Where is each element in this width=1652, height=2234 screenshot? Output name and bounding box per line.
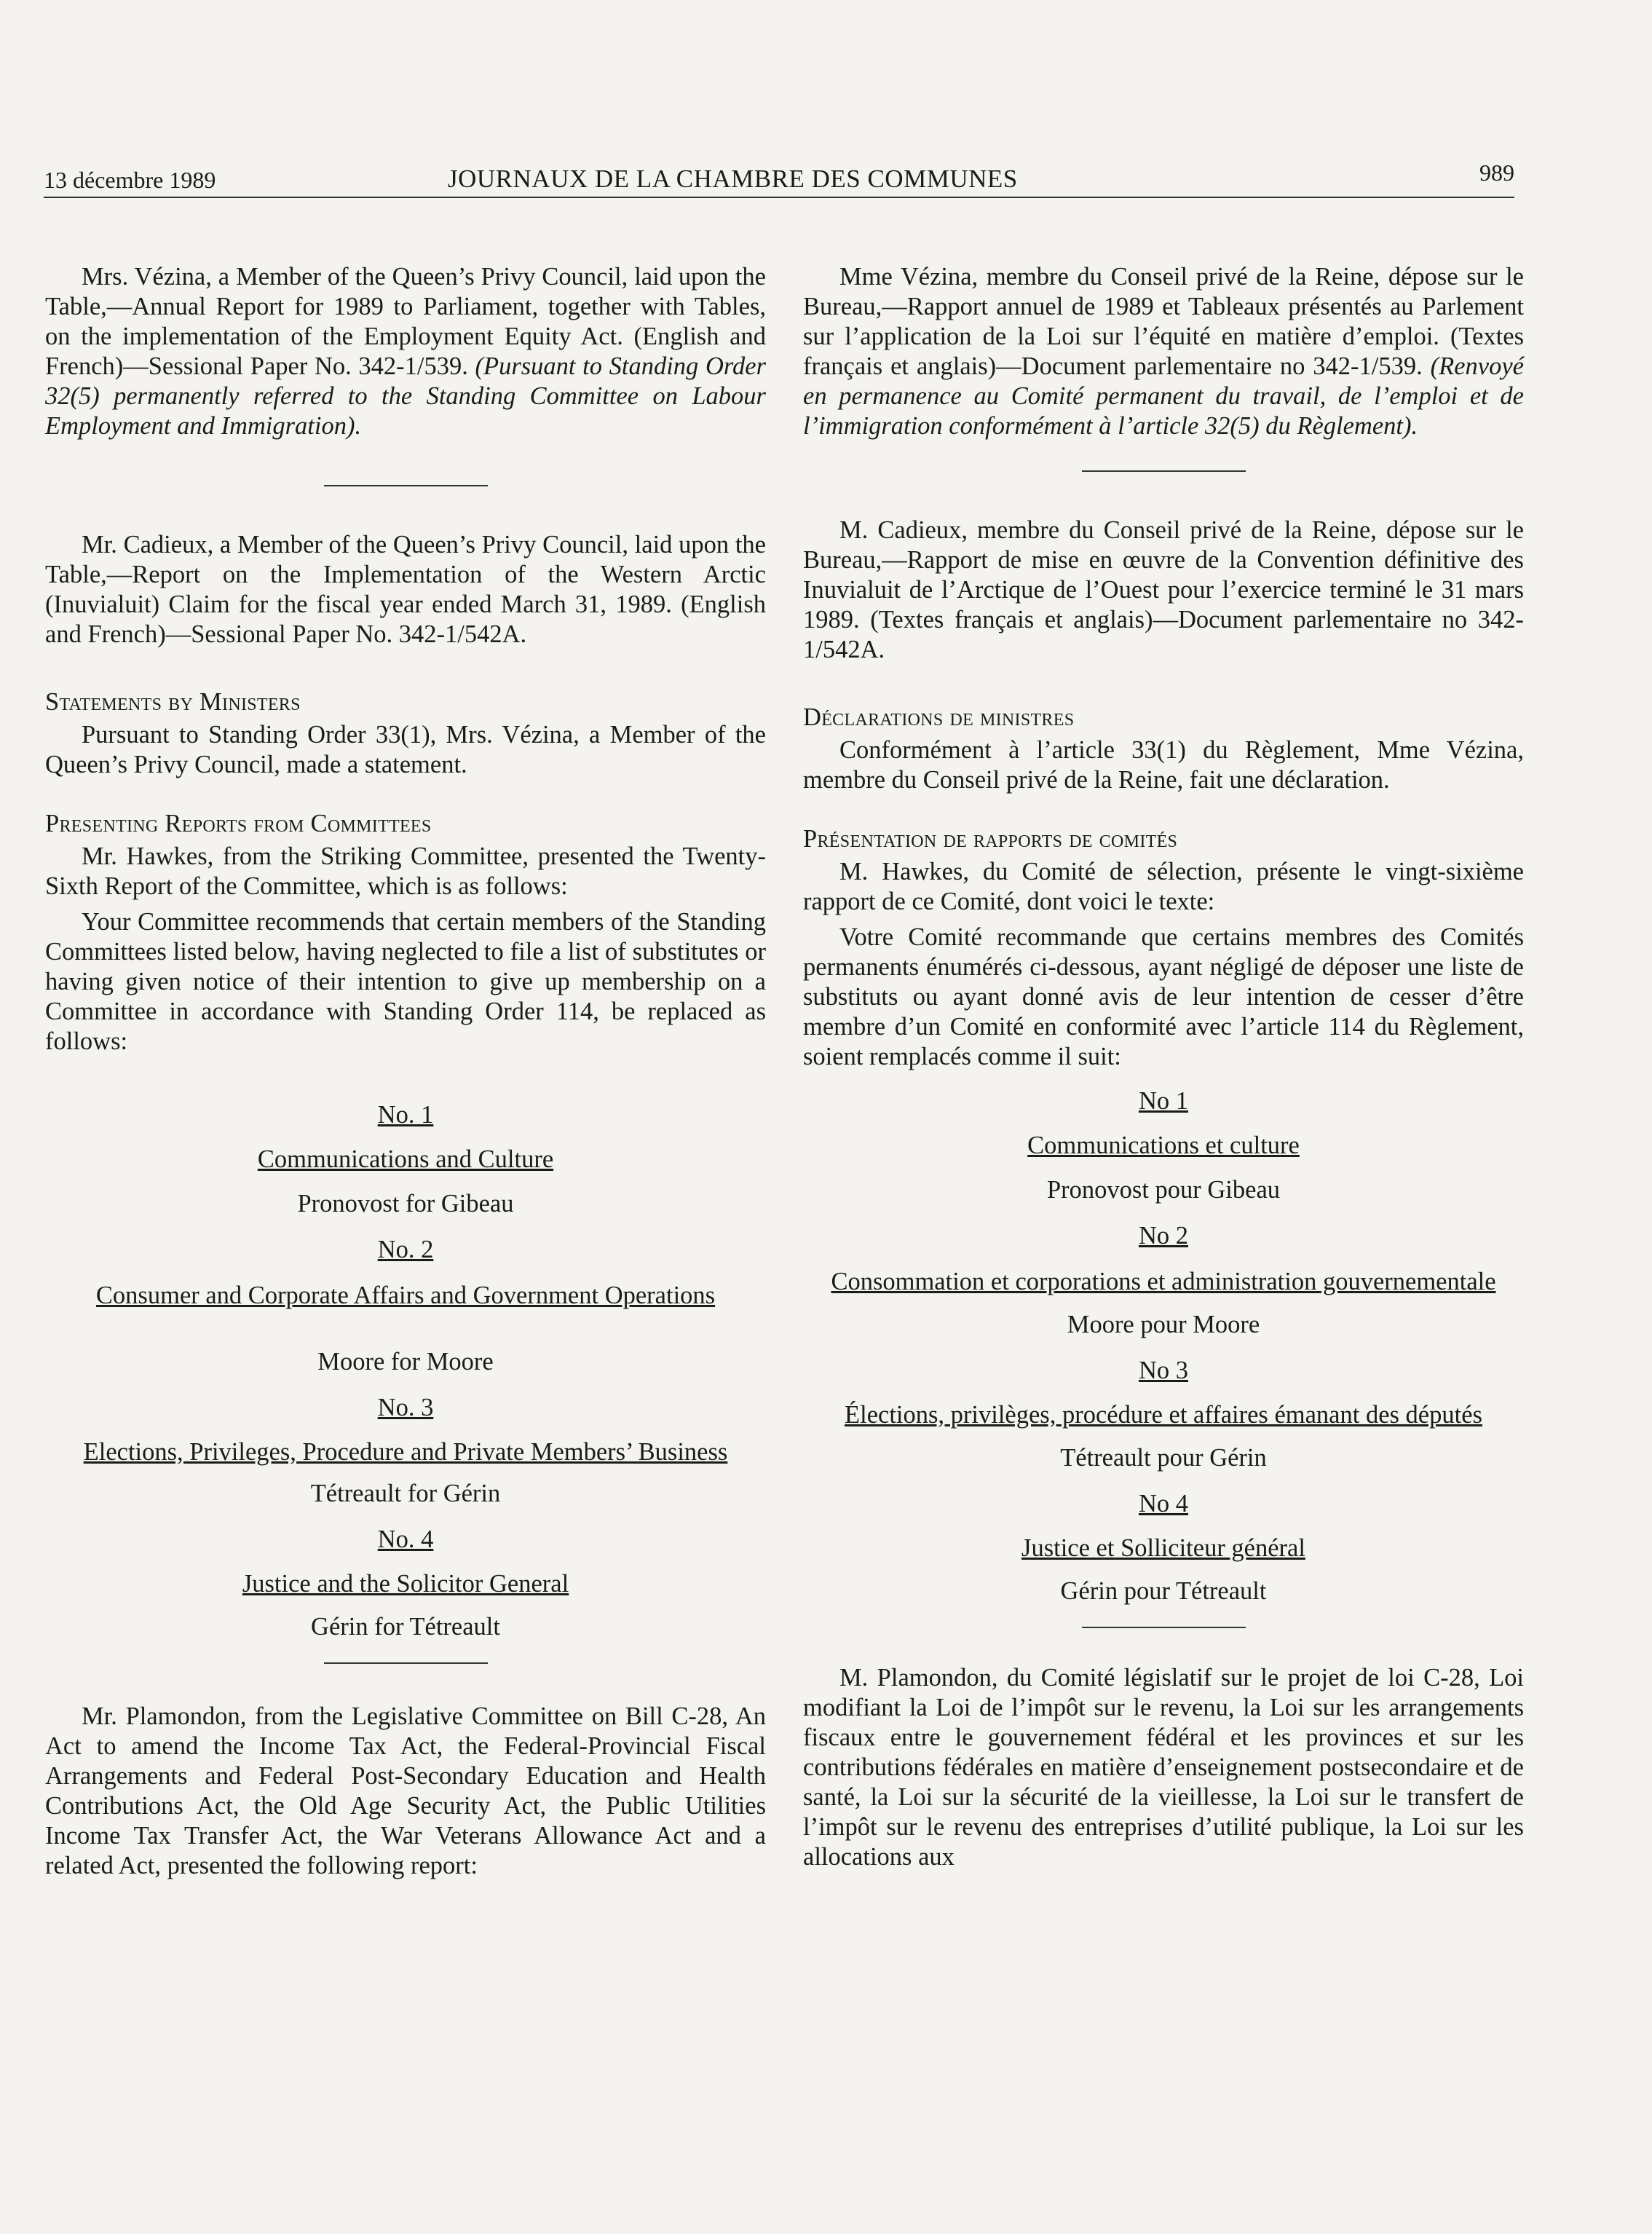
vezina-tabling-paragraph [803, 262, 1524, 441]
replacement: Pronovost pour Gibeau [1046, 1176, 1281, 1204]
item-number: No 2 [1138, 1222, 1189, 1250]
plamondon-paragraph: Mr. Plamondon, from the Legislative Committee on Bill C-28, An Act to amend the Income Tax Act, the Federal-Provincial Fiscal Arrangements and Federal Post-Secondary Education and Health Contributions Act, the Old Age Security Act, the Public Utilities Income Tax Transfer Act, the War Veterans Allowance Act and a related Act, presented the following report: [45, 1702, 766, 1879]
item-number: No 1 [1138, 1087, 1189, 1115]
replacement: Gérin pour Tétreault [1060, 1577, 1267, 1605]
cadieux-tabling-paragraph: Mr. Cadieux, a Member of the Queen’s Privy Council, laid upon the Table,—Report on the Implementation of the Western Arctic (Inuvialuit) Claim for the fiscal year ended March 31, 1989. (English and French)—Sessional Paper No. 342-1/542A. [45, 531, 766, 648]
committee-name: Élections, privilèges, procédure et affaires émanant des députés [845, 1401, 1482, 1429]
hawkes-paragraph: M. Hawkes, du Comité de sélection, présente le vingt-sixième rapport de ce Comité, dont voici le texte: [803, 858, 1524, 915]
page-header [44, 160, 1514, 198]
item-number: No. 3 [377, 1394, 434, 1421]
vezina-tabling-text: Mme Vézina, membre du Conseil privé de la Reine, dépose sur le Bureau,—Rapport annuel de 1989 et Tableaux présentés au Parlement sur l’application de la Loi sur l’équité en matière d’emploi. (Textes français et anglais)—Document parlementaire no 342-1/539. [803, 263, 1524, 380]
replacement: Pronovost for Gibeau [297, 1190, 514, 1217]
header-title: JOURNAUX DE LA CHAMBRE DES COMMUNES [448, 165, 1018, 193]
vezina-tabling-paragraph [45, 262, 766, 441]
statements-paragraph: Pursuant to Standing Order 33(1), Mrs. Vézina, a Member of the Queen’s Privy Council, made a statement. [45, 721, 766, 778]
committee-recommendation: Votre Comité recommande que certains membres des Comités permanents énumérés ci-dessous, ayant négligé de déposer une liste de substituts ou ayant donné avis de leur intention de cesser d’être membre d’un Comité en conformité avec l’article 114 du Règlement, soient remplacés comme il suit: [803, 923, 1524, 1070]
replacement: Moore for Moore [317, 1348, 494, 1375]
english-column [45, 262, 766, 1881]
hawkes-paragraph: Mr. Hawkes, from the Striking Committee, presented the Twenty-Sixth Report of the Committee, which is as follows: [45, 842, 766, 900]
statements-heading: Statements by Ministers [45, 688, 301, 716]
item-number: No 3 [1138, 1357, 1189, 1384]
cadieux-tabling-paragraph: M. Cadieux, membre du Conseil privé de la Reine, dépose sur le Bureau,—Rapport de mise en œuvre de la Convention définitive des Inuvialuit de l’Arctique de l’Ouest pour l’exercice terminé le 31 mars 1989. (Textes français et anglais)—Document parlementaire no 342-1/542A. [803, 516, 1524, 663]
committee-recommendation: Your Committee recommends that certain members of the Standing Committees listed below, having neglected to file a list of substitutes or having given notice of their intention to give up membership on a Committee in accordance with Standing Order 114, be replaced as follows: [45, 908, 766, 1055]
statements-paragraph: Conformément à l’article 33(1) du Règlement, Mme Vézina, membre du Conseil privé de la Reine, fait une déclaration. [803, 736, 1524, 794]
replacement: Tétreault pour Gérin [1060, 1444, 1267, 1472]
item-number: No 4 [1138, 1490, 1189, 1517]
vezina-tabling-referral: (Pursuant to Standing Order 32(5) permanently referred to the Standing Committee on Labour Employment and Immigration). [45, 352, 766, 440]
reports-heading: Presenting Reports from Committees [45, 810, 432, 837]
item-number: No. 1 [377, 1101, 434, 1129]
replacement: Tétreault for Gérin [310, 1480, 501, 1507]
committee-name: Justice and the Solicitor General [242, 1570, 569, 1598]
committee-name: Communications et culture [1027, 1132, 1300, 1159]
committee-name: Communications and Culture [257, 1145, 554, 1173]
committee-name: Justice et Solliciteur général [1021, 1534, 1305, 1562]
item-number: No. 4 [377, 1525, 434, 1553]
plamondon-paragraph: M. Plamondon, du Comité législatif sur le projet de loi C-28, Loi modifiant la Loi de l’impôt sur le revenu, la Loi sur les arrangements fiscaux entre le gouvernement fédéral et les provinces et sur les contributions fédérales en matière d’enseignement postsecondaire et de santé, la Loi sur la sécurité de la vieillesse, la Loi sur le transfert de l’impôt sur le revenu des entreprises d’utilité publique, la Loi sur les allocations aux [803, 1664, 1524, 1871]
replacement: Moore pour Moore [1067, 1311, 1260, 1338]
committee-name: Consumer and Corporate Affairs and Government Operations [95, 1282, 716, 1309]
section-divider [1082, 1627, 1246, 1628]
vezina-tabling-text: Mrs. Vézina, a Member of the Queen’s Privy Council, laid upon the Table,—Annual Report for 1989 to Parliament, together with Tables, on the implementation of the Employment Equity Act. (English and French)—Sessional Paper No. 342-1/539. [45, 263, 766, 380]
section-divider [1082, 470, 1246, 472]
reports-heading: Présentation de rapports de comités [803, 825, 1178, 853]
committee-name: Elections, Privileges, Procedure and Private Members’ Business [83, 1438, 728, 1466]
replacement: Gérin for Tétreault [311, 1613, 500, 1641]
item-number: No. 2 [377, 1236, 434, 1263]
page-number: 989 [1479, 159, 1514, 186]
french-column [803, 262, 1524, 1872]
vezina-tabling-referral: (Renvoyé en permanence au Comité permanent du travail, de l’emploi et de l’immigration conformément à l’article 32(5) du Règlement). [803, 352, 1524, 440]
statements-heading: Déclarations de ministres [803, 703, 1075, 731]
header-date: 13 décembre 1989 [44, 167, 216, 193]
section-divider [324, 485, 488, 486]
section-divider [324, 1662, 488, 1664]
committee-name: Consommation et corporations et administration gouvernementale [831, 1268, 1496, 1295]
